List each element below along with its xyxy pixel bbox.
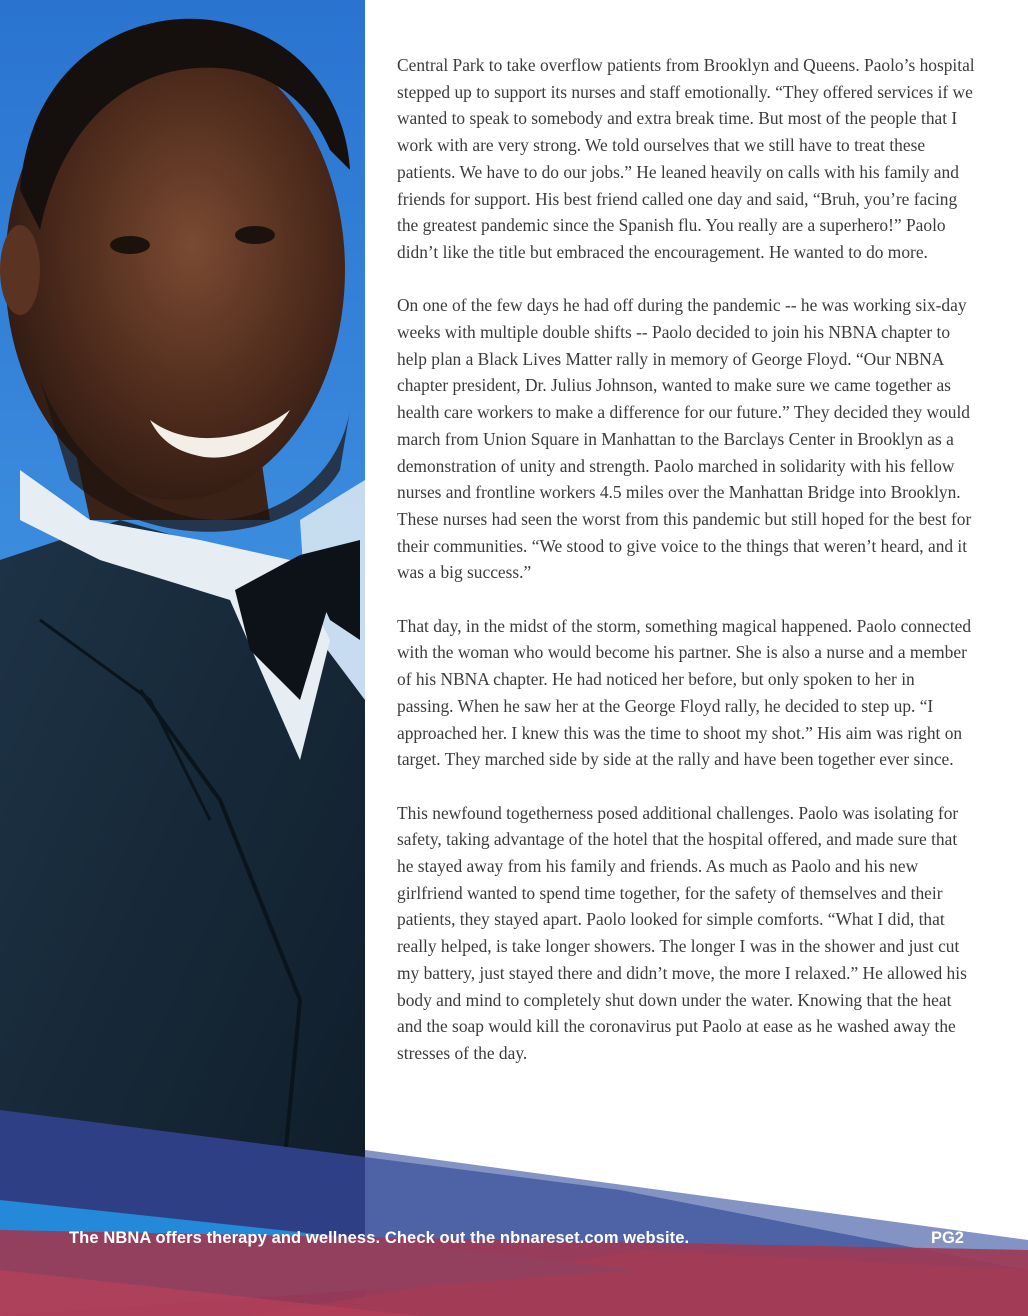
- paragraph-1: Central Park to take overflow patients from Brooklyn and Queens. Paolo’s hospital stepped up to support its nurses and staff emotionally. “They offered services if we wanted to speak to somebody and extra break time. But most of the people that I work with are very strong. We told ourselves that we still have to treat these patients. We have to do our jobs.” He leaned heavily on calls with his family and friends for support. His best friend called one day and said, “Bruh, you’re facing the greatest pandemic since the Spanish flu. You really are a superhero!” Paolo didn’t like the title but embraced the encouragement. He wanted to do more.: [397, 55, 975, 262]
- paragraph-4: This newfound togetherness posed additional challenges. Paolo was isolating for safety, taking advantage of the hotel that the hospital offered, and made sure that he stayed away from his family and friends. As much as Paolo and his new girlfriend wanted to spend time together, for the safety of themselves and their patients, they stayed apart. Paolo looked for simple comforts. “What I did, that really helped, is take longer showers. The longer I was in the shower and just cut my battery, just stayed there and didn’t move, the more I relaxed.” He allowed his body and mind to completely shut down under the water. Knowing that the heat and the soap would kill the coronavirus put Paolo at ease as he washed away the stresses of the day.: [397, 802, 967, 1063]
- article-body: [397, 52, 975, 1093]
- paragraph-2: On one of the few days he had off during the pandemic -- he was working six-day weeks with multiple double shifts -- Paolo decided to join his NBNA chapter to help plan a Black Lives Matter rally in memory of George Floyd. “Our NBNA chapter president, Dr. Julius Johnson, wanted to make sure we came together as health care workers to make a difference for our future.” They decided they would march from Union Square in Manhattan to the Barclays Center in Brooklyn as a demonstration of unity and strength. Paolo marched in solidarity with his fellow nurses and frontline workers 4.5 miles over the Manhattan Bridge into Brooklyn. These nurses had seen the worst from this pandemic but still hoped for the best for their communities. “We stood to give voice to the things that weren’t heard, and it was a big success.”: [397, 295, 972, 583]
- footer-tagline: The NBNA offers therapy and wellness. Check out the nbnareset.com website.: [69, 1229, 690, 1247]
- paragraph-3: That day, in the midst of the storm, something magical happened. Paolo connected with the woman who would become his partner. She is also a nurse and a member of his NBNA chapter. He had noticed her before, but only spoken to her in passing. When he saw her at the George Floyd rally, he decided to step up. “I approached her. I knew this was the time to shoot my shot.” His aim was right on target. They marched side by side at the rally and have been together ever since.: [397, 615, 972, 770]
- page-number: PG2: [930, 1229, 964, 1247]
- footer-band: [0, 1100, 1028, 1316]
